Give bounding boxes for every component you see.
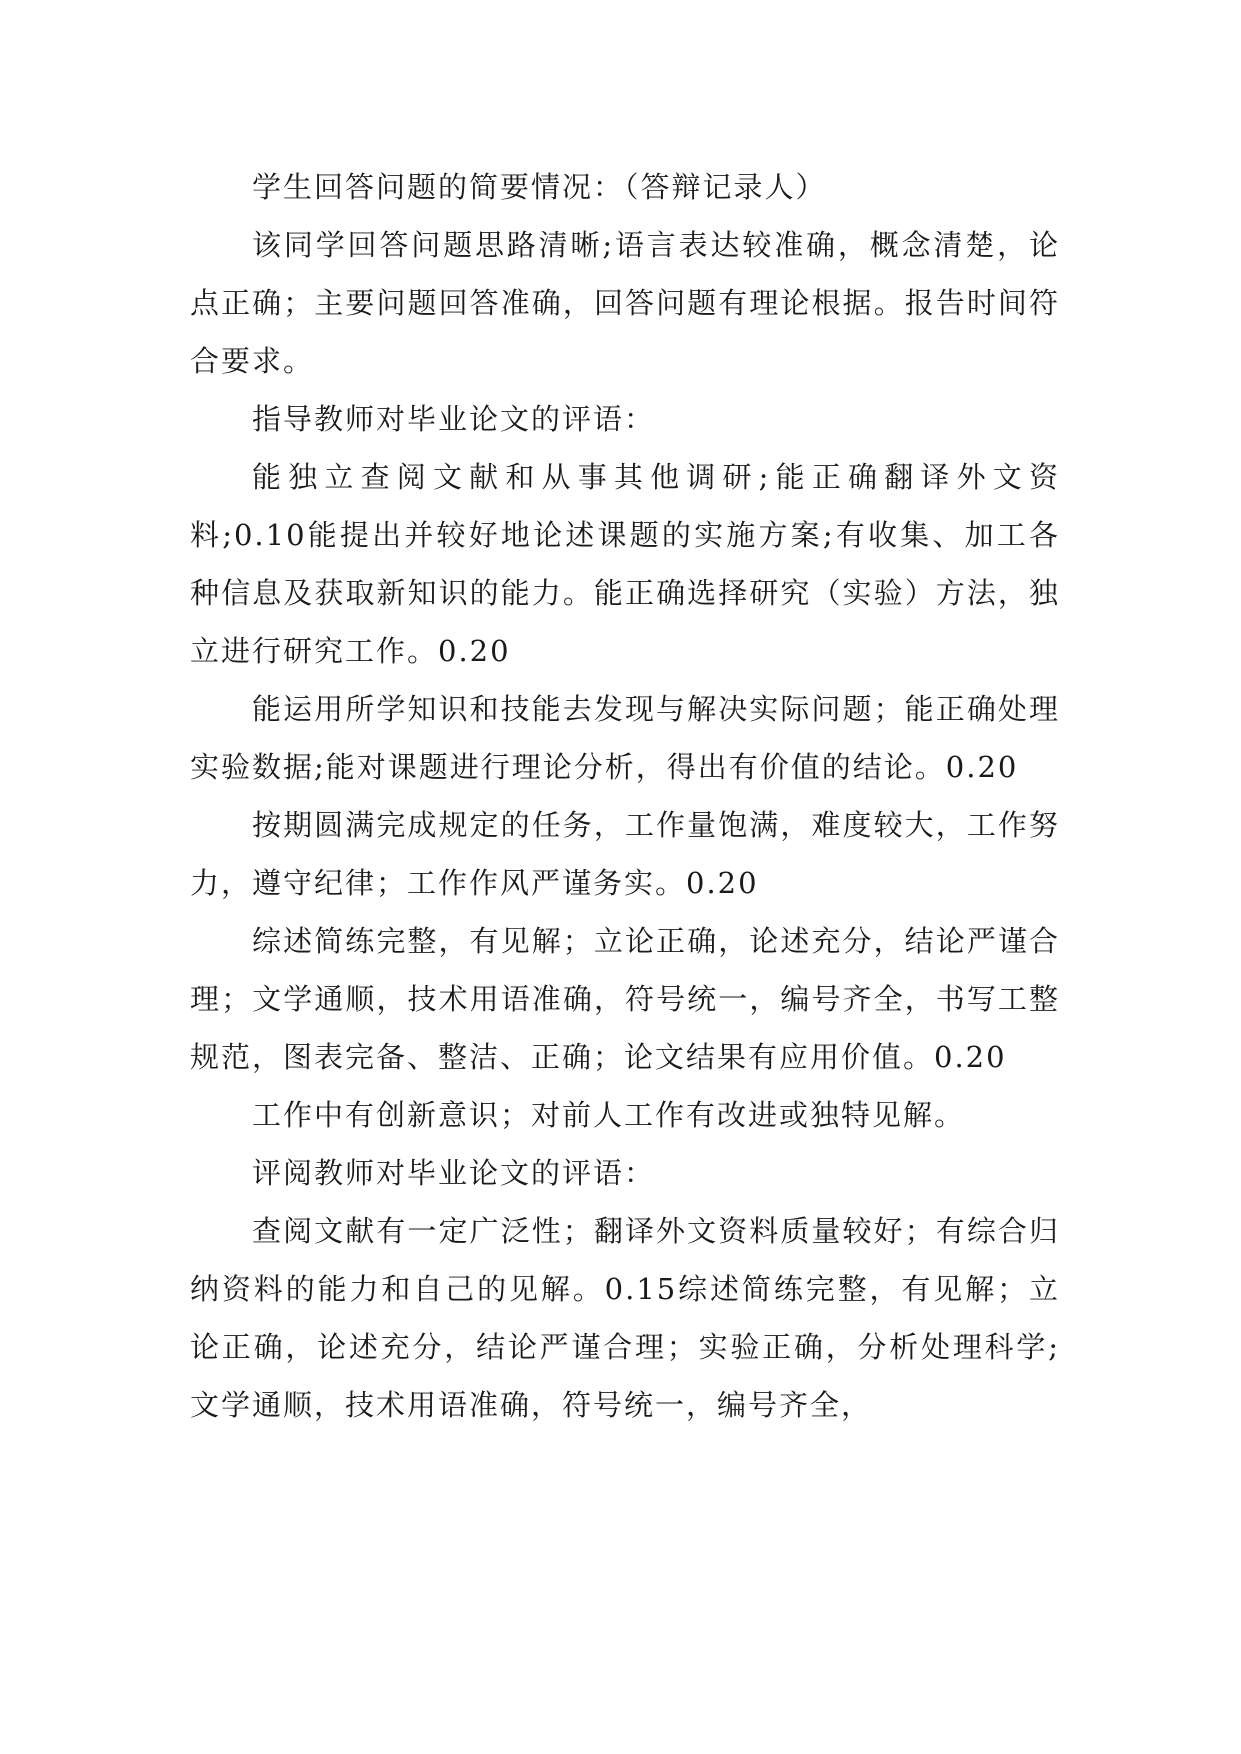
paragraph-defense-summary-heading: 学生回答问题的简要情况：（答辩记录人） [252, 170, 827, 204]
paragraph-advisor-comment-writing: 综述简练完整，有见解；立论正确，论述充分，结论严谨合理；文学通顺，技术用语准确，符号统一，编号齐全，书写工整规范，图表完备、整洁、正确；论文结果有应用价值。0.20 [190, 924, 1060, 1074]
paragraph-advisor-comment-heading: 指导教师对毕业论文的评语： [252, 402, 656, 436]
paragraph-advisor-comment-innovation: 工作中有创新意识；对前人工作有改进或独特见解。 [252, 1098, 966, 1132]
document-body [190, 158, 1060, 1434]
paragraph-reviewer-comment: 查阅文献有一定广泛性；翻译外文资料质量较好；有综合归纳资料的能力和自己的见解。0.15综述简练完整，有见解；立论正确，论述充分，结论严谨合理；实验正确，分析处理科学;文学通顺，技术用语准确，符号统一，编号齐全， [190, 1214, 1060, 1422]
paragraph-advisor-comment-research: 能独立查阅文献和从事其他调研;能正确翻译外文资料;0.10能提出并较好地论述课题的实施方案;有收集、加工各种信息及获取新知识的能力。能正确选择研究（实验）方法，独立进行研究工作。0.20 [190, 460, 1060, 668]
paragraph-advisor-comment-analysis: 能运用所学知识和技能去发现与解决实际问题；能正确处理实验数据;能对课题进行理论分析，得出有价值的结论。0.20 [190, 692, 1060, 784]
paragraph-defense-summary: 该同学回答问题思路清晰;语言表达较准确，概念清楚，论点正确；主要问题回答准确，回答问题有理论根据。报告时间符合要求。 [190, 228, 1060, 378]
paragraph-advisor-comment-workload: 按期圆满完成规定的任务，工作量饱满，难度较大，工作努力，遵守纪律；工作作风严谨务实。0.20 [190, 808, 1060, 900]
paragraph-reviewer-comment-heading: 评阅教师对毕业论文的评语： [252, 1156, 656, 1190]
